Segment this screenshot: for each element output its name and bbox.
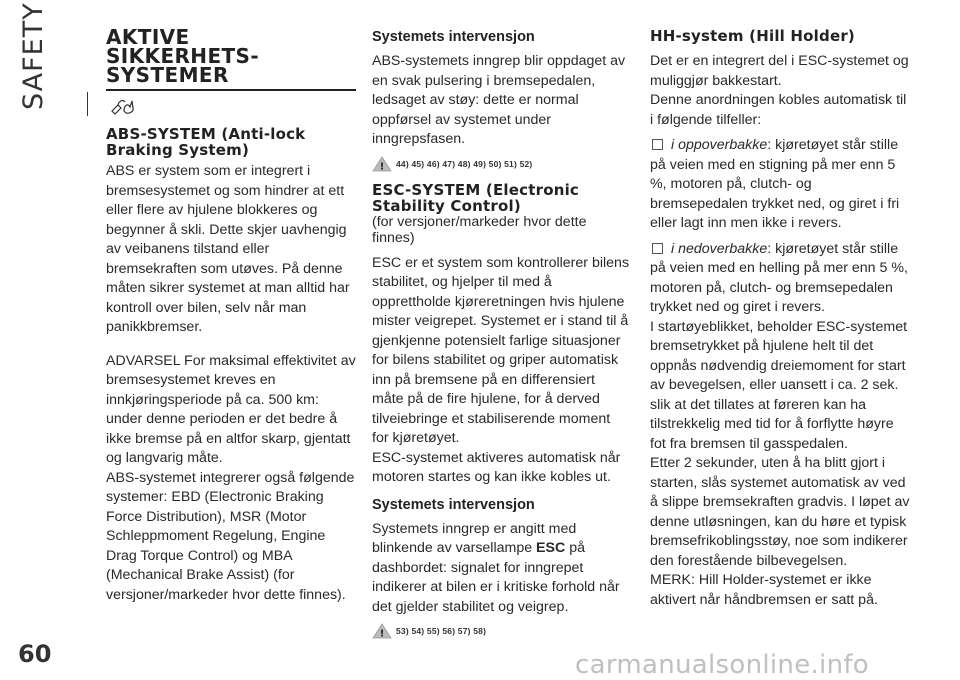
warning-triangle-icon	[372, 156, 392, 172]
abs-paragraph-1: ABS er system som er integrert i bremsesystemet og som hindrer at ett eller flere av hjulene blokkeres og begynner å skli. Dette skjer uavhengig av veibanens tilstand eller bremsekraften som utøves. På denne måten sikrer systemet at man alltid har kontroll over bilen, selv når man panikkbremser.	[106, 163, 350, 335]
esc-paragraph-2: ESC-systemet aktiveres automatisk når motoren startes og kan ikke kobles ut.	[372, 449, 621, 485]
column-1	[106, 25, 356, 611]
hh-paragraph-4: Etter 2 sekunder, uten å ha blitt gjort i starten, slås systemet automatisk av ved å slippe bremsekraften gradvis. I løpet av denne utløsningen, kan du høre et typisk bremsefrikoblingsstøy, noe som indikerer den forestående bilbevegelsen.	[650, 455, 910, 569]
warning-refs-1	[372, 156, 630, 172]
page-number: 60	[18, 640, 52, 668]
side-divider	[87, 92, 88, 116]
warning-refs-2	[372, 623, 630, 639]
esc-subheading: (for versjoner/markeder hvor dette finnes)	[372, 213, 587, 246]
hh-paragraph-3: I startøyeblikket, beholder ESC-systemet bremsetrykket på hjulene helt til det oppnås nødvendig dreiemoment for start av bevegelsen, eller uansett i ca. 2 sek. slik at det tillates at føreren kan ha tilstrekkelig med tid for å forflytte høyre fot fra bremsen til gasspedalen.	[650, 318, 908, 452]
intervention-heading-2: Systemets intervensjon	[372, 496, 535, 513]
intervention-text-a: Systemets inngrep er angitt med blinkende av varsellampe	[372, 520, 577, 556]
hh-heading: HH-system (Hill Holder)	[650, 27, 855, 45]
hh-bullet-uphill	[650, 136, 912, 234]
abs-paragraph-3: ABS-systemet integrerer også følgende systemer: EBD (Electronic Braking Force Distribution), MSR (Motor Schleppmoment Regelung, Engine Drag Torque Control) og MBA (Mechanical Brake Assist) (for versjoner/markeder hvor dette finnes).	[106, 469, 355, 603]
reference-numbers: 44) 45) 46) 47) 48) 49) 50) 51) 52)	[396, 158, 533, 169]
hh-bullet-downhill	[650, 240, 912, 318]
svg-text:!: !	[379, 161, 385, 172]
main-title	[106, 25, 356, 87]
intervention-paragraph-2	[372, 520, 630, 618]
title-rule	[106, 89, 356, 91]
title-line-3: SYSTEMER	[106, 63, 229, 87]
warning-triangle-icon	[372, 623, 392, 639]
uphill-text: : kjøretøyet står stille på veien med en stigning på mer enn 5 %, motoren på, clutch- og bremsepedalen trykket ned, og giret i fri eller lagt inn men ikke i revers.	[650, 137, 900, 231]
hh-paragraph-1: Det er en integrert del i ESC-systemet og muliggjør bakkestart.	[650, 53, 909, 89]
column-2	[372, 28, 630, 649]
abs-warning: ADVARSEL For maksimal effektivitet av bremsesystemet kreves en innkjøringsperiode på ca. 500 km: under denne perioden er det bedre å ikke bremse på en altfor skarp, gjentatt og langvarig måte.	[106, 352, 356, 466]
hh-paragraph-2: Denne anordningen kobles automatisk til i følgende tilfeller:	[650, 92, 907, 128]
svg-text:!: !	[379, 628, 385, 639]
uphill-label: i oppoverbakke	[671, 137, 768, 153]
reference-numbers: 53) 54) 55) 56) 57) 58)	[396, 626, 487, 636]
checkbox-bullet-icon	[652, 243, 663, 254]
esc-indicator-label: ESC	[536, 540, 566, 556]
title-line-1: AKTIVE	[106, 25, 190, 49]
watermark: carmanualsonline.info	[575, 650, 870, 680]
esc-paragraph-1: ESC er et system som kontrollerer bilens stabilitet, og hjelper til med å opprettholde kjøreretningen hvis hjulene mister veigrepet. Systemet er i stand til å gjenkjenne potensielt farlige situasjoner for bilens stabilitet og griper automatisk inn på bremsene på en differensiert måte på de fire hjulene, for å derved tilveiebringe et stabiliserende moment for kjøretøyet.	[372, 254, 630, 446]
section-label: SAFETY	[18, 2, 49, 110]
wrench-hand-icon	[110, 97, 356, 120]
column-3	[650, 28, 912, 616]
checkbox-bullet-icon	[652, 139, 663, 150]
esc-heading: ESC-SYSTEM (Electronic Stability Control)	[372, 180, 580, 215]
intervention-heading-1: Systemets intervensjon	[372, 29, 535, 45]
intervention-text-b: på dashbordet: signalet for inngrepet indikerer at bilen er i kritiske forhold når det gjelder stabilitet og veigrep.	[372, 540, 620, 615]
hh-note: MERK: Hill Holder-systemet er ikke aktivert når håndbremsen er satt på.	[650, 572, 878, 608]
downhill-text: : kjøretøyet står stille på veien med en helling på mer enn 5 %, motoren på, clutch- og bremsepedalen trykket ned og giret i revers.	[650, 240, 908, 315]
downhill-label: i nedoverbakke	[671, 240, 768, 257]
title-line-2: SIKKERHETS-	[106, 44, 260, 68]
intervention-paragraph-1: ABS-systemets inngrep blir oppdaget av en svak pulsering i bremsepedalen, ledsaget av støy: dette er normal oppførsel av systemet under inngrepsfasen.	[372, 53, 626, 147]
abs-heading: ABS-SYSTEM (Anti-lock Braking System)	[106, 125, 306, 159]
